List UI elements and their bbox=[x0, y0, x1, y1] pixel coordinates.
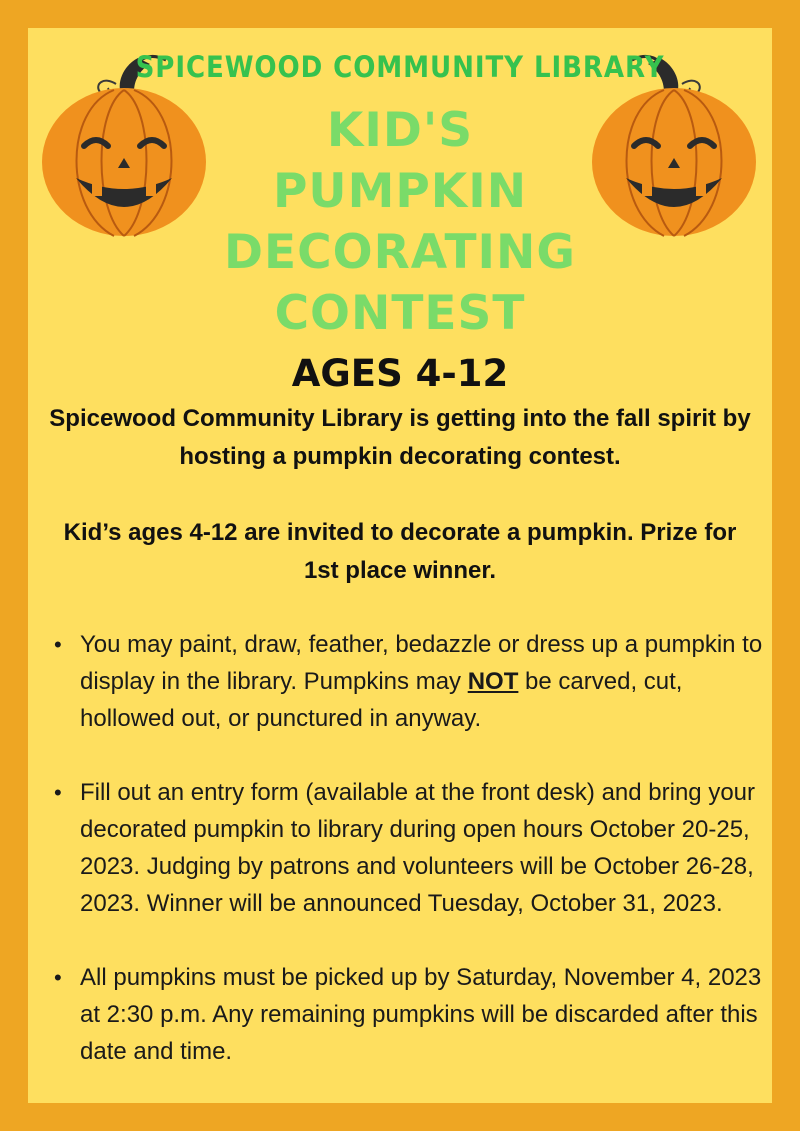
age-range-heading: AGES 4-12 bbox=[291, 352, 509, 395]
rule-text: You may paint, draw, feather, bedazzle or dress up a pumpkin to display in the library. Pumpkins may bbox=[80, 631, 763, 695]
rule-item bbox=[68, 626, 768, 737]
title-line: PUMPKIN bbox=[272, 164, 528, 219]
intro-paragraph: Spicewood Community Library is getting into the fall spirit by hosting a pumpkin decorating contest. bbox=[49, 405, 751, 470]
organization-name: SPICEWOOD COMMUNITY LIBRARY bbox=[135, 50, 665, 84]
contest-title bbox=[28, 100, 772, 344]
rule-text: Fill out an entry form (available at the front desk) and bring your decorated pumpkin to library during open hours October 20-25, 2023. Judging by patrons and volunteers will be October 26-28, 2023. Winner will be announced Tuesday, October 31, 2023. bbox=[80, 779, 755, 917]
title-line: DECORATING bbox=[224, 225, 576, 280]
rule-emphasis: NOT bbox=[467, 668, 519, 695]
rule-text: be carved, cut, hollowed out, or punctured in anyway. bbox=[80, 668, 683, 732]
title-line: CONTEST bbox=[274, 286, 526, 341]
intro-paragraph: Kid’s ages 4-12 are invited to decorate a pumpkin. Prize for 1st place winner. bbox=[63, 519, 737, 584]
rule-item bbox=[68, 774, 768, 922]
rule-text: All pumpkins must be picked up by Saturday, November 4, 2023 at 2:30 p.m. Any remaining pumpkins will be discarded after this date and time. bbox=[80, 964, 762, 1065]
contest-flyer bbox=[28, 28, 772, 1103]
intro-text bbox=[48, 400, 752, 590]
rule-item bbox=[68, 959, 768, 1070]
title-line: KID'S bbox=[326, 103, 474, 158]
contest-rules-list bbox=[68, 626, 768, 1103]
